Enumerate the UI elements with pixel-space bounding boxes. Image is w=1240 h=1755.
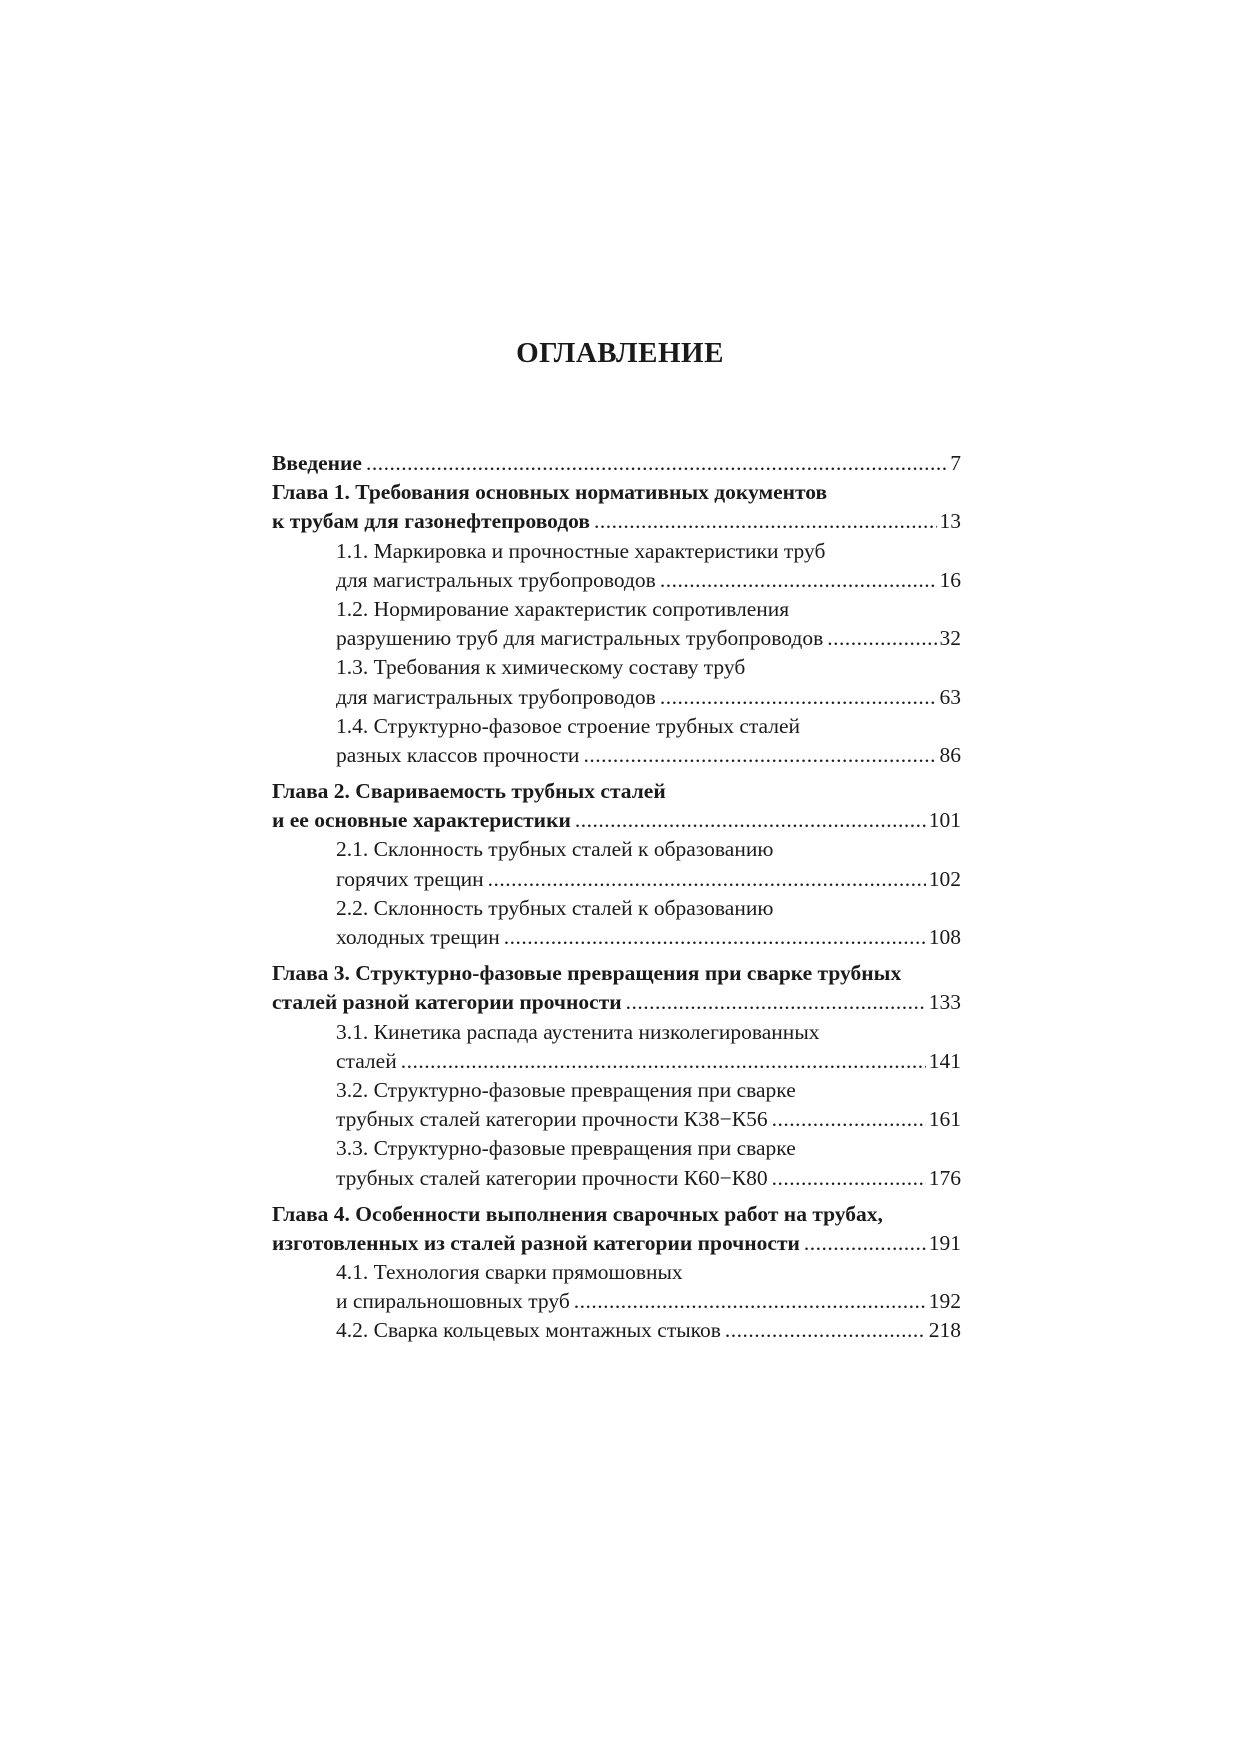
dot-leader [660, 566, 937, 595]
toc-line [272, 1134, 961, 1163]
toc-entry-section-2-2[interactable] [272, 894, 961, 952]
dot-leader [804, 1229, 926, 1258]
toc-entry-title-continued: трубных сталей категории прочности К38−К56 [336, 1107, 768, 1132]
toc-entry-title: 3.2. Структурно-фазовые превращения при сварке [336, 1077, 796, 1102]
toc-line [272, 683, 961, 712]
toc-entry-section-3-2[interactable] [272, 1076, 961, 1134]
toc-line [272, 1258, 961, 1287]
toc-page-number: 32 [939, 626, 961, 651]
toc-line [272, 712, 961, 741]
toc-entry-chapter-3[interactable] [272, 959, 961, 1017]
toc-entry-section-1-1[interactable] [272, 537, 961, 595]
toc-entry-title: 1.2. Нормирование характеристик сопротивления [336, 596, 790, 621]
toc-entry-chapter-2[interactable] [272, 777, 961, 835]
toc-line [272, 507, 961, 536]
toc-page-number: 191 [928, 1230, 961, 1255]
toc-entry-title: 4.1. Технология сварки прямошовных [336, 1260, 683, 1285]
toc-page-number: 161 [928, 1107, 961, 1132]
toc-entry-title: Глава 1. Требования основных нормативных документов [272, 480, 828, 505]
toc-line [272, 1076, 961, 1105]
toc-entry-title: 2.1. Склонность трубных сталей к образованию [336, 837, 774, 862]
toc-page-number: 86 [939, 742, 961, 767]
toc-line [272, 894, 961, 923]
dot-leader [827, 624, 936, 653]
toc-line [272, 988, 961, 1017]
toc-page-number: 141 [928, 1048, 961, 1073]
toc-entry-section-4-2[interactable] [272, 1316, 961, 1345]
toc-line [272, 1287, 961, 1316]
dot-leader [594, 507, 937, 536]
toc-page-number: 7 [950, 451, 961, 475]
toc-entry-section-4-1[interactable] [272, 1258, 961, 1316]
toc-line [272, 1047, 961, 1076]
table-of-contents [272, 449, 961, 1346]
page-title: ОГЛАВЛЕНИЕ [516, 337, 724, 370]
toc-line [272, 449, 961, 478]
toc-entry-title-continued: трубных сталей категории прочности К60−К80 [336, 1165, 768, 1190]
toc-line [272, 1018, 961, 1047]
toc-entry-title: Введение [272, 451, 362, 475]
toc-line [272, 959, 961, 988]
toc-page-number: 63 [939, 684, 961, 709]
toc-entry-title: 1.1. Маркировка и прочностные характеристики труб [336, 538, 826, 563]
toc-entry-title-continued: сталей [336, 1048, 397, 1073]
toc-page-number: 102 [928, 866, 961, 891]
toc-line [272, 806, 961, 835]
dot-leader [488, 865, 926, 894]
toc-line [272, 923, 961, 952]
toc-line [272, 537, 961, 566]
toc-page-number: 218 [928, 1318, 961, 1343]
toc-entry-title: Глава 3. Структурно-фазовые превращения при сварке трубных [272, 961, 902, 986]
toc-entry-section-1-2[interactable] [272, 595, 961, 653]
toc-entry-title: 2.2. Склонность трубных сталей к образованию [336, 895, 774, 920]
dot-leader [401, 1047, 926, 1076]
toc-line [272, 653, 961, 682]
toc-entry-title-continued: горячих трещин [336, 866, 484, 891]
toc-entry-section-1-3[interactable] [272, 653, 961, 711]
toc-line [272, 777, 961, 806]
toc-entry-title: 3.1. Кинетика распада аустенита низколегированных [336, 1019, 820, 1044]
toc-entry-title: 4.2. Сварка кольцевых монтажных стыков [336, 1318, 721, 1343]
dot-leader [660, 683, 937, 712]
toc-line [272, 624, 961, 653]
toc-entry-title-continued: разных классов прочности [336, 742, 580, 767]
toc-line [272, 741, 961, 770]
toc-entry-title-continued: и ее основные характеристики [272, 808, 571, 833]
toc-page-number: 192 [928, 1289, 961, 1314]
toc-line [272, 865, 961, 894]
toc-entry-title-continued: к трубам для газонефтепроводов [272, 509, 590, 534]
toc-entry-title-continued: и спиральношовных труб [336, 1289, 570, 1314]
toc-page-number: 101 [928, 808, 961, 833]
toc-entry-title-continued: разрушению труб для магистральных трубопроводов [336, 626, 824, 651]
toc-entry-chapter-1[interactable] [272, 478, 961, 536]
toc-page-number: 133 [928, 990, 961, 1015]
dot-leader [575, 806, 926, 835]
dot-leader [725, 1316, 926, 1345]
dot-leader [772, 1105, 926, 1134]
toc-entry-section-2-1[interactable] [272, 835, 961, 893]
toc-page-number: 176 [928, 1165, 961, 1190]
toc-entry-title: 1.4. Структурно-фазовое строение трубных сталей [336, 713, 801, 738]
toc-page-number: 108 [928, 925, 961, 949]
toc-page-number: 16 [939, 567, 961, 592]
toc-line [272, 478, 961, 507]
toc-entry-title-continued: для магистральных трубопроводов [336, 567, 656, 592]
toc-line [272, 566, 961, 595]
dot-leader [504, 923, 926, 952]
toc-entry-title: 3.3. Структурно-фазовые превращения при сварке [336, 1136, 796, 1161]
toc-line [272, 1316, 961, 1345]
dot-leader [574, 1287, 926, 1316]
dot-leader [583, 741, 936, 770]
toc-entry-title: Глава 4. Особенности выполнения сварочных работ на трубах, [272, 1201, 883, 1226]
toc-entry-title-continued: изготовленных из сталей разной категории прочности [272, 1230, 800, 1255]
toc-entry-title-continued: сталей разной категории прочности [272, 990, 622, 1015]
toc-entry-title: 1.3. Требования к химическому составу труб [336, 655, 746, 680]
dot-leader [626, 988, 926, 1017]
toc-entry-introduction[interactable] [272, 449, 961, 478]
dot-leader [366, 449, 947, 478]
toc-line [272, 1200, 961, 1229]
toc-line [272, 595, 961, 624]
toc-entry-chapter-4[interactable] [272, 1200, 961, 1258]
toc-entry-section-3-3[interactable] [272, 1134, 961, 1192]
dot-leader [772, 1164, 926, 1193]
toc-entry-title-continued: для магистральных трубопроводов [336, 684, 656, 709]
toc-entry-title: Глава 2. Свариваемость трубных сталей [272, 779, 666, 804]
toc-line [272, 1229, 961, 1258]
toc-entry-section-1-4[interactable] [272, 712, 961, 770]
toc-entry-title-continued: холодных трещин [336, 925, 500, 949]
toc-line [272, 1164, 961, 1193]
toc-page-number: 13 [939, 509, 961, 534]
toc-line [272, 835, 961, 864]
toc-line [272, 1105, 961, 1134]
toc-entry-section-3-1[interactable] [272, 1018, 961, 1076]
